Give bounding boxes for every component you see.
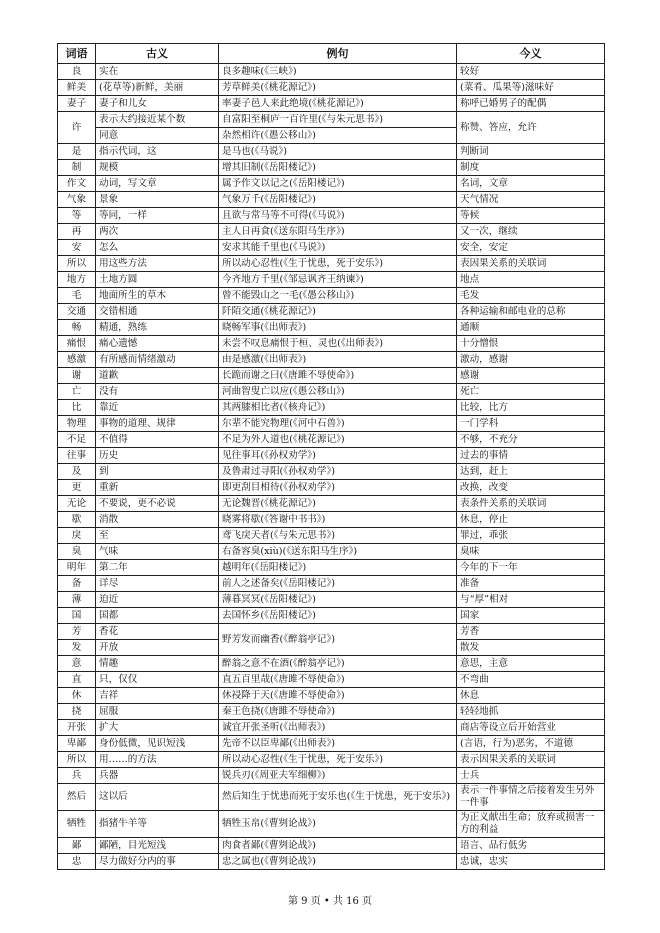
cell-ancient-meaning: 怎么 bbox=[96, 240, 219, 256]
cell-modern-meaning: 臭味 bbox=[457, 544, 605, 560]
cell-word: 比 bbox=[58, 400, 96, 416]
cell-ancient-meaning: 动词，写文章 bbox=[96, 176, 219, 192]
table-row bbox=[58, 672, 605, 688]
cell-modern-meaning: 毛发 bbox=[457, 288, 605, 304]
table-row bbox=[58, 304, 605, 320]
cell-word: 及 bbox=[58, 464, 96, 480]
cell-example-sentence: 率妻子邑人来此绝境(《桃花源记》) bbox=[219, 96, 457, 112]
cell-word: 良 bbox=[58, 64, 96, 80]
cell-example-sentence: 由是感激(《出师表》) bbox=[219, 352, 457, 368]
cell-modern-meaning: 过去的事情 bbox=[457, 448, 605, 464]
cell-example-sentence: 属予作文以记之(《岳阳楼记》) bbox=[219, 176, 457, 192]
table-row bbox=[58, 528, 605, 544]
cell-example-sentence: 其两膝相比者(《核舟记》) bbox=[219, 400, 457, 416]
cell-modern-meaning: 今年的下一年 bbox=[457, 560, 605, 576]
cell-word: 是 bbox=[58, 144, 96, 160]
cell-ancient-meaning: 详尽 bbox=[96, 576, 219, 592]
cell-ancient-meaning: 有所感而情绪激动 bbox=[96, 352, 219, 368]
cell-word: 无论 bbox=[58, 496, 96, 512]
cell-word: 交通 bbox=[58, 304, 96, 320]
cell-modern-meaning: 名词，文章 bbox=[457, 176, 605, 192]
table-row bbox=[58, 80, 605, 96]
cell-ancient-meaning: 表示大约接近某个数 bbox=[96, 112, 219, 128]
table-row bbox=[58, 288, 605, 304]
cell-word: 所以 bbox=[58, 256, 96, 272]
cell-word: 往事 bbox=[58, 448, 96, 464]
table-row bbox=[58, 704, 605, 720]
cell-modern-meaning: 商店等设立后开始营业 bbox=[457, 720, 605, 736]
header-word: 词语 bbox=[58, 44, 96, 64]
cell-word: 臭 bbox=[58, 544, 96, 560]
header-ancient-meaning: 古义 bbox=[96, 44, 219, 64]
cell-word: 鲜美 bbox=[58, 80, 96, 96]
cell-modern-meaning: 表条件关系的关联词 bbox=[457, 496, 605, 512]
table-row bbox=[58, 272, 605, 288]
cell-modern-meaning: (菜肴、瓜果等)滋味好 bbox=[457, 80, 605, 96]
table-row bbox=[58, 352, 605, 368]
cell-example-sentence: 不足为外人道也(《桃花源记》) bbox=[219, 432, 457, 448]
cell-word: 国 bbox=[58, 608, 96, 624]
cell-word: 不足 bbox=[58, 432, 96, 448]
table-row bbox=[58, 811, 605, 838]
table-row bbox=[58, 656, 605, 672]
table-row bbox=[58, 256, 605, 272]
cell-example-sentence: 且欲与常马等不可得(《马说》) bbox=[219, 208, 457, 224]
cell-ancient-meaning: 兵器 bbox=[96, 768, 219, 784]
cell-modern-meaning: (言语，行为)恶劣，不道德 bbox=[457, 736, 605, 752]
table-row bbox=[58, 560, 605, 576]
table-row bbox=[58, 784, 605, 811]
cell-modern-meaning: 天气情况 bbox=[457, 192, 605, 208]
cell-example-sentence: 所以动心忍性(《生于忧患，死于安乐》) bbox=[219, 752, 457, 768]
cell-ancient-meaning: 国都 bbox=[96, 608, 219, 624]
table-row bbox=[58, 112, 605, 128]
cell-example-sentence: 休祲降于天(《唐雎不辱使命》) bbox=[219, 688, 457, 704]
page-footer: 第 9 页 • 共 16 页 bbox=[287, 896, 373, 907]
cell-ancient-meaning: 迫近 bbox=[96, 592, 219, 608]
cell-word: 戾 bbox=[58, 528, 96, 544]
cell-ancient-meaning: 消散 bbox=[96, 512, 219, 528]
cell-word: 作文 bbox=[58, 176, 96, 192]
cell-ancient-meaning: 用这些方法 bbox=[96, 256, 219, 272]
cell-example-sentence: 主人日再食(《送东阳马生序》) bbox=[219, 224, 457, 240]
cell-word: 谢 bbox=[58, 368, 96, 384]
cell-example-sentence: 去国怀乡(《岳阳楼记》) bbox=[219, 608, 457, 624]
cell-example-sentence: 无论魏晋(《桃花源记》) bbox=[219, 496, 457, 512]
cell-ancient-meaning: 实在 bbox=[96, 64, 219, 80]
cell-example-sentence: 晓畅军事(《出师表》) bbox=[219, 320, 457, 336]
cell-ancient-meaning: 吉祥 bbox=[96, 688, 219, 704]
cell-ancient-meaning: 指猪牛羊等 bbox=[96, 811, 219, 838]
cell-modern-meaning: 与“厚”相对 bbox=[457, 592, 605, 608]
cell-word: 所以 bbox=[58, 752, 96, 768]
cell-modern-meaning: 散发 bbox=[457, 640, 605, 656]
cell-word: 物理 bbox=[58, 416, 96, 432]
cell-example-sentence: 良多趣味(《三峡》) bbox=[219, 64, 457, 80]
cell-word: 明年 bbox=[58, 560, 96, 576]
cell-example-sentence: 薄暮冥冥(《岳阳楼记》) bbox=[219, 592, 457, 608]
cell-example-sentence: 增其旧制(《岳阳楼记》) bbox=[219, 160, 457, 176]
table-header-row bbox=[58, 44, 605, 64]
cell-ancient-meaning: 事物的道理、规律 bbox=[96, 416, 219, 432]
cell-example-sentence: 气象万千(《岳阳楼记》) bbox=[219, 192, 457, 208]
table-row bbox=[58, 336, 605, 352]
cell-example-sentence: 越明年(《岳阳楼记》) bbox=[219, 560, 457, 576]
cell-word: 亡 bbox=[58, 384, 96, 400]
cell-modern-meaning: 称赞、答应，允许 bbox=[457, 112, 605, 144]
cell-modern-meaning: 国家 bbox=[457, 608, 605, 624]
cell-example-sentence: 今齐地方千里(《邹忌讽齐王纳谏》) bbox=[219, 272, 457, 288]
cell-example-sentence: 即更刮目相待(《孙权劝学》) bbox=[219, 480, 457, 496]
table-row bbox=[58, 464, 605, 480]
cell-modern-meaning: 表因果关系的关联词 bbox=[457, 256, 605, 272]
cell-example-sentence: 安求其能千里也(《马说》) bbox=[219, 240, 457, 256]
cell-ancient-meaning: 景象 bbox=[96, 192, 219, 208]
cell-example-sentence: 所以动心忍性(《生于忧患，死于安乐》) bbox=[219, 256, 457, 272]
cell-ancient-meaning: 扩大 bbox=[96, 720, 219, 736]
cell-modern-meaning: 十分憎恨 bbox=[457, 336, 605, 352]
cell-modern-meaning: 又一次，继续 bbox=[457, 224, 605, 240]
cell-ancient-meaning: 第二年 bbox=[96, 560, 219, 576]
cell-word: 芳 bbox=[58, 624, 96, 640]
table-row bbox=[58, 480, 605, 496]
cell-word: 妻子 bbox=[58, 96, 96, 112]
cell-modern-meaning: 通顺 bbox=[457, 320, 605, 336]
cell-ancient-meaning: 等同，一样 bbox=[96, 208, 219, 224]
table-row bbox=[58, 624, 605, 640]
table-row bbox=[58, 240, 605, 256]
cell-ancient-meaning: 用……的方法 bbox=[96, 752, 219, 768]
table-body bbox=[58, 64, 605, 870]
cell-example-sentence: 自富阳至桐庐一百许里(《与朱元思书》) bbox=[219, 112, 457, 128]
cell-modern-meaning: 语言、品行低劣 bbox=[457, 838, 605, 854]
table-row bbox=[58, 496, 605, 512]
cell-ancient-meaning: 土地方圆 bbox=[96, 272, 219, 288]
cell-word: 毛 bbox=[58, 288, 96, 304]
cell-word: 忠 bbox=[58, 854, 96, 870]
vocabulary-table bbox=[57, 43, 605, 870]
cell-ancient-meaning: 这以后 bbox=[96, 784, 219, 811]
header-modern-meaning: 今义 bbox=[457, 44, 605, 64]
cell-word: 许 bbox=[58, 112, 96, 144]
cell-ancient-meaning: 痛心遗憾 bbox=[96, 336, 219, 352]
cell-word: 安 bbox=[58, 240, 96, 256]
table-row bbox=[58, 208, 605, 224]
cell-example-sentence: 未尝不叹息痛恨于桓、灵也(《出师表》) bbox=[219, 336, 457, 352]
cell-modern-meaning: 较好 bbox=[457, 64, 605, 80]
cell-ancient-meaning: 不值得 bbox=[96, 432, 219, 448]
cell-word: 开张 bbox=[58, 720, 96, 736]
cell-example-sentence: 曾不能毁山之一毛(《愚公移山》) bbox=[219, 288, 457, 304]
cell-modern-meaning: 各种运输和邮电业的总称 bbox=[457, 304, 605, 320]
table-row bbox=[58, 416, 605, 432]
cell-modern-meaning: 芳香 bbox=[457, 624, 605, 640]
cell-modern-meaning: 制度 bbox=[457, 160, 605, 176]
table-row bbox=[58, 176, 605, 192]
table-row bbox=[58, 838, 605, 854]
cell-ancient-meaning: 至 bbox=[96, 528, 219, 544]
cell-word: 发 bbox=[58, 640, 96, 656]
cell-word: 兵 bbox=[58, 768, 96, 784]
cell-word: 制 bbox=[58, 160, 96, 176]
cell-modern-meaning: 称呼已婚男子的配偶 bbox=[457, 96, 605, 112]
cell-modern-meaning: 激动，感谢 bbox=[457, 352, 605, 368]
cell-example-sentence: 及鲁肃过寻阳(《孙权劝学》) bbox=[219, 464, 457, 480]
cell-ancient-meaning: 气味 bbox=[96, 544, 219, 560]
table-row bbox=[58, 192, 605, 208]
cell-word: 气象 bbox=[58, 192, 96, 208]
cell-modern-meaning: 士兵 bbox=[457, 768, 605, 784]
table-row bbox=[58, 224, 605, 240]
cell-ancient-meaning: 不要说，更不必说 bbox=[96, 496, 219, 512]
cell-ancient-meaning: 指示代词，这 bbox=[96, 144, 219, 160]
cell-example-sentence: 晓雾将歇(《答谢中书书》) bbox=[219, 512, 457, 528]
cell-word: 等 bbox=[58, 208, 96, 224]
table-row bbox=[58, 512, 605, 528]
cell-example-sentence: 醉翁之意不在酒(《醉翁亭记》) bbox=[219, 656, 457, 672]
cell-ancient-meaning: 香花 bbox=[96, 624, 219, 640]
cell-word: 然后 bbox=[58, 784, 96, 811]
table-row bbox=[58, 854, 605, 870]
cell-modern-meaning: 忠诚，忠实 bbox=[457, 854, 605, 870]
cell-modern-meaning: 判断词 bbox=[457, 144, 605, 160]
cell-word: 痛恨 bbox=[58, 336, 96, 352]
table-row bbox=[58, 544, 605, 560]
table-row bbox=[58, 160, 605, 176]
cell-ancient-meaning: 规模 bbox=[96, 160, 219, 176]
cell-ancient-meaning: 历史 bbox=[96, 448, 219, 464]
cell-ancient-meaning: 开放 bbox=[96, 640, 219, 656]
table-row bbox=[58, 64, 605, 80]
cell-modern-meaning: 等候 bbox=[457, 208, 605, 224]
cell-example-sentence: 直五百里哉(《唐雎不辱使命》) bbox=[219, 672, 457, 688]
cell-modern-meaning: 比较，比方 bbox=[457, 400, 605, 416]
cell-ancient-meaning: (花草等)新鲜，美丽 bbox=[96, 80, 219, 96]
cell-ancient-meaning: 到 bbox=[96, 464, 219, 480]
cell-word: 鄙 bbox=[58, 838, 96, 854]
cell-example-sentence: 河曲智叟亡以应(《愚公移山》) bbox=[219, 384, 457, 400]
cell-modern-meaning: 为正义献出生命；放弃或损害一方的利益 bbox=[457, 811, 605, 838]
cell-ancient-meaning: 鄙陋，目光短浅 bbox=[96, 838, 219, 854]
cell-ancient-meaning: 靠近 bbox=[96, 400, 219, 416]
cell-modern-meaning: 表示一件事情之后接着发生另外一件事 bbox=[457, 784, 605, 811]
cell-example-sentence: 鸢飞戾天者(《与朱元思书》) bbox=[219, 528, 457, 544]
cell-modern-meaning: 一门学科 bbox=[457, 416, 605, 432]
cell-word: 意 bbox=[58, 656, 96, 672]
header-example-sentence: 例句 bbox=[219, 44, 457, 64]
cell-modern-meaning: 改换，改变 bbox=[457, 480, 605, 496]
cell-modern-meaning: 不弯曲 bbox=[457, 672, 605, 688]
cell-modern-meaning: 轻轻地抓 bbox=[457, 704, 605, 720]
cell-example-sentence: 肉食者鄙(《曹刿论战》) bbox=[219, 838, 457, 854]
cell-word: 畅 bbox=[58, 320, 96, 336]
table-row bbox=[58, 768, 605, 784]
cell-example-sentence: 长跪而谢之曰(《唐雎不辱使命》) bbox=[219, 368, 457, 384]
cell-example-sentence: 野芳发而幽香(《醉翁亭记》) bbox=[219, 624, 457, 656]
cell-ancient-meaning: 道歉 bbox=[96, 368, 219, 384]
cell-example-sentence: 杂然相许(《愚公移山》) bbox=[219, 128, 457, 144]
cell-ancient-meaning: 两次 bbox=[96, 224, 219, 240]
cell-example-sentence: 前人之述备矣(《岳阳楼记》) bbox=[219, 576, 457, 592]
cell-modern-meaning: 安全，安定 bbox=[457, 240, 605, 256]
cell-example-sentence: 锐兵刃(《周亚夫军细柳》) bbox=[219, 768, 457, 784]
table-row bbox=[58, 400, 605, 416]
cell-ancient-meaning: 身份低微，见识短浅 bbox=[96, 736, 219, 752]
table-row bbox=[58, 736, 605, 752]
cell-word: 直 bbox=[58, 672, 96, 688]
cell-word: 挠 bbox=[58, 704, 96, 720]
table-row bbox=[58, 432, 605, 448]
cell-word: 备 bbox=[58, 576, 96, 592]
table-row bbox=[58, 368, 605, 384]
cell-example-sentence: 阡陌交通(《桃花源记》) bbox=[219, 304, 457, 320]
table-row bbox=[58, 720, 605, 736]
cell-example-sentence: 右备容臭(xiù)(《送东阳马生序》) bbox=[219, 544, 457, 560]
cell-modern-meaning: 罪过，乖张 bbox=[457, 528, 605, 544]
cell-ancient-meaning: 没有 bbox=[96, 384, 219, 400]
table-row bbox=[58, 96, 605, 112]
cell-example-sentence: 是马也(《马说》) bbox=[219, 144, 457, 160]
table-row bbox=[58, 752, 605, 768]
cell-modern-meaning: 准备 bbox=[457, 576, 605, 592]
cell-example-sentence: 芳草鲜美(《桃花源记》) bbox=[219, 80, 457, 96]
cell-ancient-meaning: 重新 bbox=[96, 480, 219, 496]
cell-example-sentence: 秦王色挠(《唐雎不辱使命》) bbox=[219, 704, 457, 720]
table-row bbox=[58, 592, 605, 608]
cell-word: 歇 bbox=[58, 512, 96, 528]
cell-word: 更 bbox=[58, 480, 96, 496]
table-row bbox=[58, 144, 605, 160]
cell-ancient-meaning: 只，仅仅 bbox=[96, 672, 219, 688]
cell-example-sentence: 尔辈不能究物理(《河中石兽》) bbox=[219, 416, 457, 432]
cell-ancient-meaning: 尽力做好分内的事 bbox=[96, 854, 219, 870]
table-row bbox=[58, 384, 605, 400]
cell-example-sentence: 先帝不以臣卑鄙(《出师表》) bbox=[219, 736, 457, 752]
cell-modern-meaning: 死亡 bbox=[457, 384, 605, 400]
cell-modern-meaning: 表示因果关系的关联词 bbox=[457, 752, 605, 768]
cell-modern-meaning: 休息 bbox=[457, 688, 605, 704]
table-row bbox=[58, 576, 605, 592]
table-row bbox=[58, 320, 605, 336]
cell-ancient-meaning: 地面所生的草木 bbox=[96, 288, 219, 304]
cell-example-sentence: 然后知生于忧患而死于安乐也(《生于忧患，死于安乐》) bbox=[219, 784, 457, 811]
cell-example-sentence: 忠之属也(《曹刿论战》) bbox=[219, 854, 457, 870]
cell-word: 再 bbox=[58, 224, 96, 240]
cell-example-sentence: 牺牲玉帛(《曹刿论战》) bbox=[219, 811, 457, 838]
cell-example-sentence: 见往事耳(《孙权劝学》) bbox=[219, 448, 457, 464]
cell-word: 卑鄙 bbox=[58, 736, 96, 752]
cell-modern-meaning: 不够，不充分 bbox=[457, 432, 605, 448]
cell-modern-meaning: 意思，主意 bbox=[457, 656, 605, 672]
cell-ancient-meaning: 精通，熟练 bbox=[96, 320, 219, 336]
table-row bbox=[58, 608, 605, 624]
cell-modern-meaning: 地点 bbox=[457, 272, 605, 288]
cell-example-sentence: 诚宜开张圣听(《出师表》) bbox=[219, 720, 457, 736]
table-row bbox=[58, 448, 605, 464]
table-row bbox=[58, 688, 605, 704]
cell-ancient-meaning: 交错相通 bbox=[96, 304, 219, 320]
cell-word: 地方 bbox=[58, 272, 96, 288]
cell-modern-meaning: 感谢 bbox=[457, 368, 605, 384]
cell-modern-meaning: 达到，赶上 bbox=[457, 464, 605, 480]
cell-ancient-meaning: 同意 bbox=[96, 128, 219, 144]
cell-word: 薄 bbox=[58, 592, 96, 608]
cell-modern-meaning: 休息，停止 bbox=[457, 512, 605, 528]
cell-word: 牺牲 bbox=[58, 811, 96, 838]
cell-ancient-meaning: 屈服 bbox=[96, 704, 219, 720]
cell-ancient-meaning: 妻子和儿女 bbox=[96, 96, 219, 112]
cell-ancient-meaning: 情趣 bbox=[96, 656, 219, 672]
cell-word: 感激 bbox=[58, 352, 96, 368]
cell-word: 休 bbox=[58, 688, 96, 704]
